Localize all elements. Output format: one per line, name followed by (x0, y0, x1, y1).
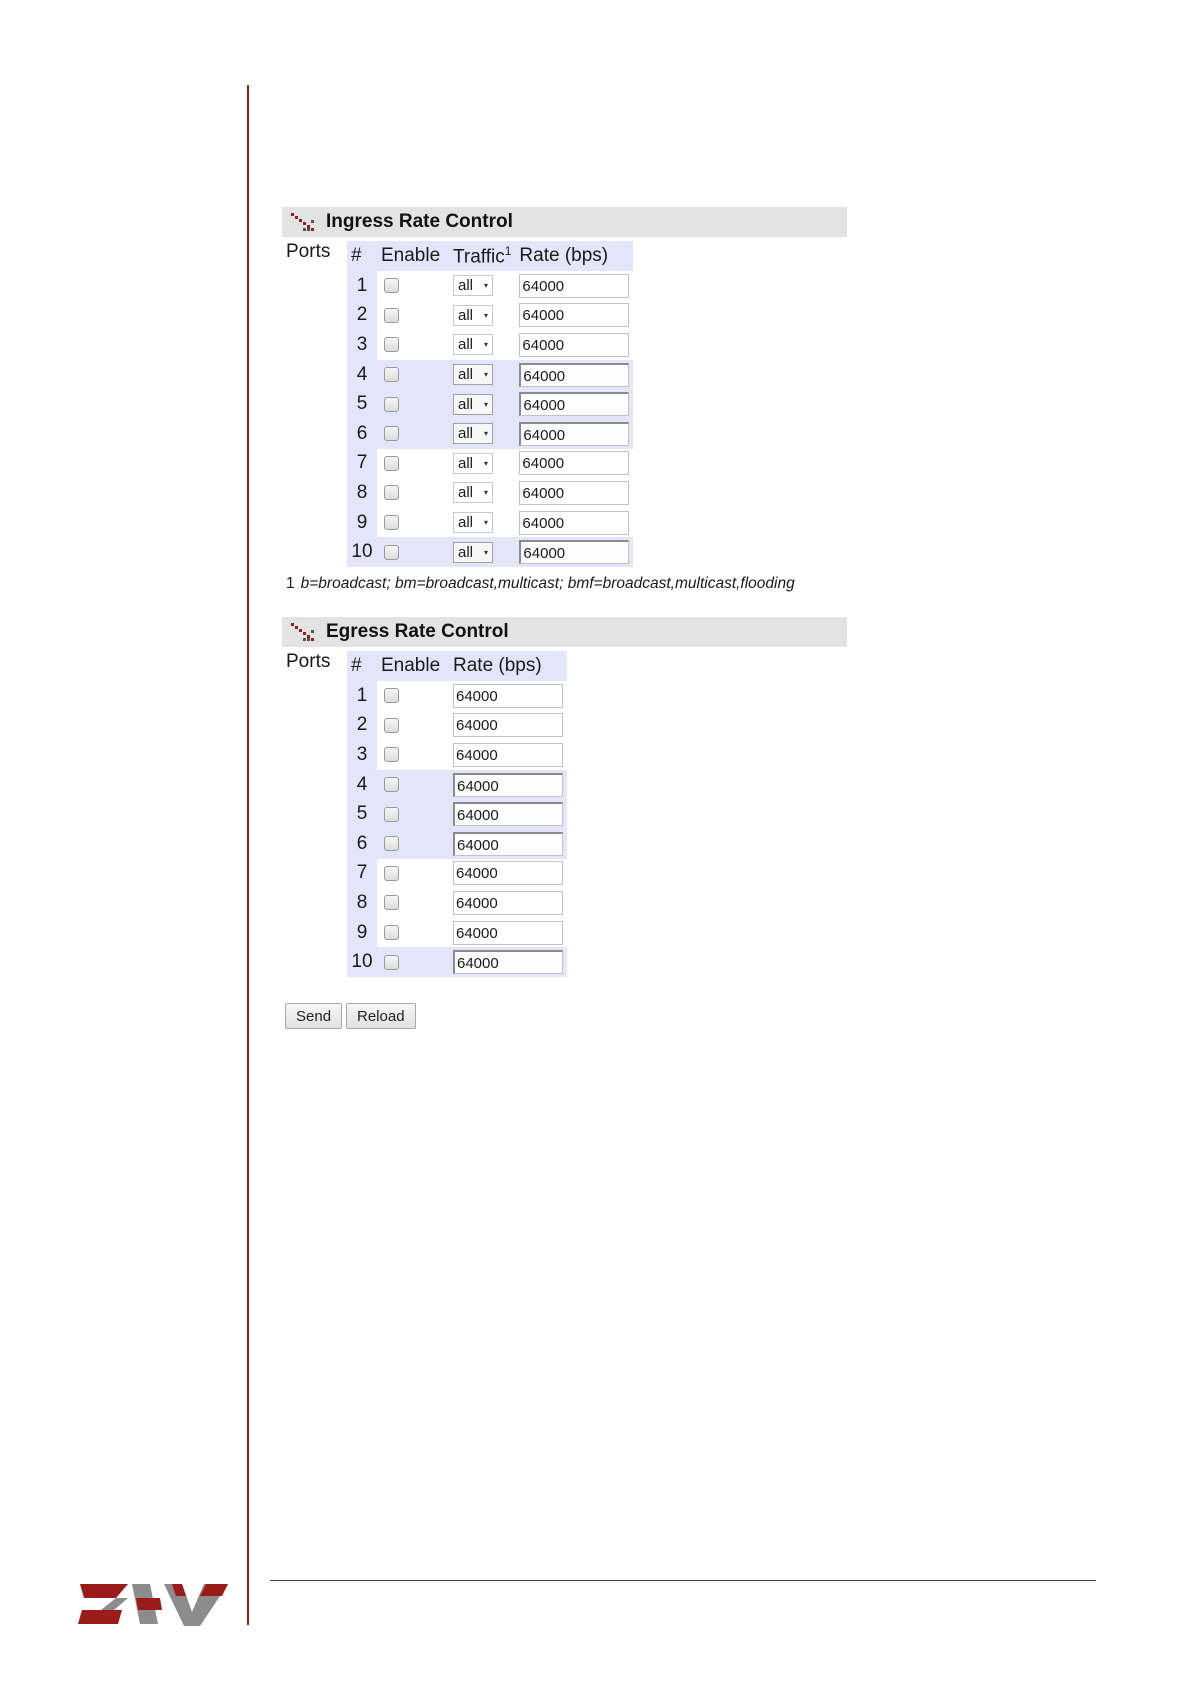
dropdown-arrow-icon: ▾ (483, 370, 488, 380)
enable-checkbox[interactable] (384, 807, 399, 822)
page-margin-line (247, 85, 249, 1625)
col-num: # (351, 245, 362, 266)
port-number: 8 (347, 888, 377, 918)
port-number: 10 (351, 541, 373, 563)
traffic-select[interactable]: all ▾ (453, 482, 493, 503)
enable-checkbox[interactable] (384, 278, 399, 293)
traffic-select[interactable]: all ▾ (453, 512, 493, 533)
port-number: 2 (347, 711, 377, 741)
egress-section (282, 617, 847, 973)
col-enable: Enable (381, 245, 441, 266)
dropdown-arrow-icon: ▾ (483, 429, 488, 439)
egress-row (347, 829, 567, 859)
rate-input[interactable]: 64000 (519, 422, 629, 446)
ingress-section (282, 207, 847, 563)
rate-control-icon (290, 621, 316, 643)
dropdown-arrow-icon: ▾ (483, 518, 488, 528)
enable-checkbox[interactable] (384, 866, 399, 881)
egress-row (347, 918, 567, 948)
ingress-row (347, 478, 633, 508)
traffic-select[interactable]: all ▾ (453, 423, 493, 444)
rate-input[interactable]: 64000 (453, 891, 563, 915)
traffic-footnote: 1 b=broadcast; bm=broadcast,multicast; bmf=broadcast,multicast,flooding (286, 575, 795, 592)
ingress-ports-label: Ports (286, 241, 331, 262)
col-enable: Enable (381, 655, 441, 676)
enable-checkbox[interactable] (384, 308, 399, 323)
ingress-row (347, 537, 633, 567)
port-number: 2 (347, 301, 377, 331)
rate-input[interactable]: 64000 (453, 861, 563, 885)
ingress-row (347, 360, 633, 390)
enable-checkbox[interactable] (384, 777, 399, 792)
traffic-select[interactable]: all ▾ (453, 334, 493, 355)
enable-checkbox[interactable] (384, 955, 399, 970)
traffic-select[interactable]: all ▾ (453, 275, 493, 296)
enable-checkbox[interactable] (384, 747, 399, 762)
ziv-logo (76, 1578, 231, 1630)
egress-table (347, 651, 567, 977)
egress-row (347, 681, 567, 711)
rate-input[interactable]: 64000 (519, 481, 629, 505)
rate-input[interactable]: 64000 (519, 511, 629, 535)
rate-input[interactable]: 64000 (453, 802, 563, 826)
traffic-select[interactable]: all ▾ (453, 394, 493, 415)
traffic-select[interactable]: all ▾ (453, 364, 493, 385)
rate-control-icon (290, 211, 316, 233)
dropdown-arrow-icon: ▾ (483, 281, 488, 291)
ingress-row (347, 508, 633, 538)
ingress-row (347, 419, 633, 449)
col-rate: Rate (bps) (519, 245, 609, 266)
rate-input[interactable]: 64000 (519, 303, 629, 327)
dropdown-arrow-icon: ▾ (483, 547, 488, 557)
port-number: 7 (347, 449, 377, 479)
egress-title: Egress Rate Control (326, 621, 509, 642)
rate-input[interactable]: 64000 (519, 333, 629, 357)
egress-row (347, 859, 567, 889)
enable-checkbox[interactable] (384, 688, 399, 703)
egress-header (282, 617, 847, 647)
ingress-title: Ingress Rate Control (326, 211, 513, 232)
send-button[interactable]: Send (285, 1003, 342, 1029)
dropdown-arrow-icon: ▾ (483, 399, 488, 409)
traffic-select[interactable]: all ▾ (453, 305, 493, 326)
ingress-table (347, 241, 633, 567)
rate-input[interactable]: 64000 (453, 832, 563, 856)
ingress-row (347, 301, 633, 331)
ingress-row (347, 449, 633, 479)
rate-input[interactable]: 64000 (519, 392, 629, 416)
ingress-header (282, 207, 847, 237)
rate-input[interactable]: 64000 (519, 274, 629, 298)
port-number: 1 (347, 681, 377, 711)
enable-checkbox[interactable] (384, 426, 399, 441)
rate-input[interactable]: 64000 (453, 773, 563, 797)
port-number: 4 (356, 773, 368, 795)
enable-checkbox[interactable] (384, 456, 399, 471)
enable-checkbox[interactable] (384, 485, 399, 500)
dropdown-arrow-icon: ▾ (483, 458, 488, 468)
egress-row (347, 799, 567, 829)
port-number: 5 (356, 803, 368, 825)
port-number: 5 (356, 393, 368, 415)
ingress-row (347, 271, 633, 301)
enable-checkbox[interactable] (384, 718, 399, 733)
port-number: 6 (356, 832, 368, 854)
traffic-select[interactable]: all ▾ (453, 453, 493, 474)
port-number: 8 (347, 478, 377, 508)
rate-input[interactable]: 64000 (453, 743, 563, 767)
ingress-row (347, 330, 633, 360)
rate-input[interactable]: 64000 (453, 684, 563, 708)
enable-checkbox[interactable] (384, 337, 399, 352)
egress-row (347, 711, 567, 741)
egress-ports-label: Ports (286, 651, 331, 672)
dropdown-arrow-icon: ▾ (483, 488, 488, 498)
egress-row (347, 740, 567, 770)
rate-input[interactable]: 64000 (453, 713, 563, 737)
enable-checkbox[interactable] (384, 925, 399, 940)
enable-checkbox[interactable] (384, 545, 399, 560)
egress-row (347, 888, 567, 918)
egress-row (347, 947, 567, 977)
port-number: 3 (347, 330, 377, 360)
port-number: 4 (356, 363, 368, 385)
ingress-row (347, 389, 633, 419)
enable-checkbox[interactable] (384, 515, 399, 530)
port-number: 9 (347, 918, 377, 948)
enable-checkbox[interactable] (384, 895, 399, 910)
port-number: 9 (347, 508, 377, 538)
port-number: 6 (356, 422, 368, 444)
col-traffic: Traffic$^1$ (453, 243, 512, 268)
enable-checkbox[interactable] (384, 397, 399, 412)
rate-input[interactable]: 64000 (453, 950, 563, 974)
egress-row (347, 770, 567, 800)
rate-input[interactable]: 64000 (519, 363, 629, 387)
dropdown-arrow-icon: ▾ (483, 310, 488, 320)
port-number: 7 (347, 859, 377, 889)
col-rate: Rate (bps) (453, 655, 542, 676)
enable-checkbox[interactable] (384, 836, 399, 851)
port-number: 3 (347, 740, 377, 770)
footer-rule (270, 1580, 1096, 1581)
rate-input[interactable]: 64000 (453, 921, 563, 945)
col-num: # (351, 655, 362, 676)
port-number: 1 (347, 271, 377, 301)
traffic-select[interactable]: all ▾ (453, 542, 493, 563)
dropdown-arrow-icon: ▾ (483, 340, 488, 350)
reload-button[interactable]: Reload (346, 1003, 416, 1029)
rate-input[interactable]: 64000 (519, 540, 629, 564)
port-number: 10 (351, 951, 373, 973)
enable-checkbox[interactable] (384, 367, 399, 382)
rate-input[interactable]: 64000 (519, 451, 629, 475)
